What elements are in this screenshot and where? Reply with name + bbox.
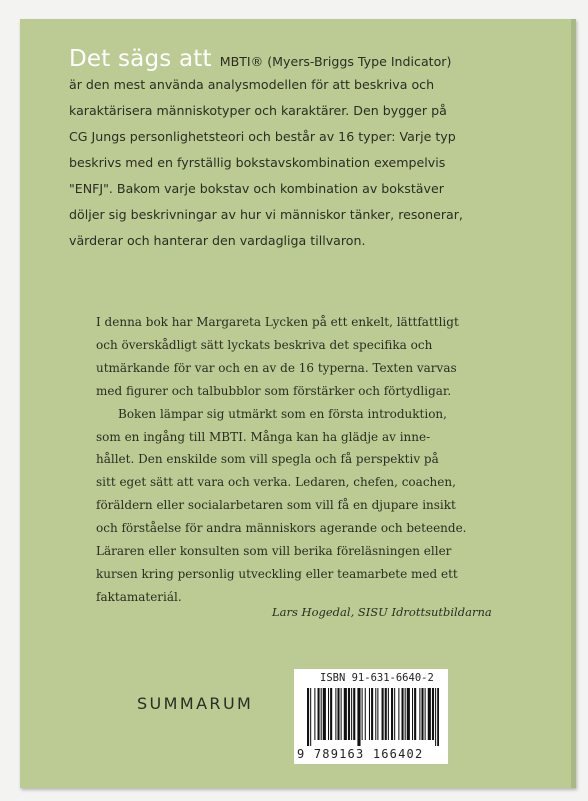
review-line: Boken lämpar sig utmärkt som en första introduktion, bbox=[118, 406, 447, 421]
publisher-logo: SUMMARUM bbox=[137, 694, 254, 713]
barcode-bar bbox=[314, 688, 315, 740]
barcode-bar bbox=[375, 688, 376, 740]
barcode-bar bbox=[414, 688, 416, 740]
barcode-bar bbox=[405, 688, 406, 740]
review-line: kursen kring personlig utveckling eller teamarbete med ett bbox=[96, 566, 458, 581]
barcode-bar bbox=[371, 688, 373, 740]
review-line: I denna bok har Margareta Lycken på ett enkelt, lättfattligt bbox=[96, 315, 459, 329]
barcode-bar bbox=[382, 688, 384, 740]
barcode-bar bbox=[307, 688, 309, 746]
barcode-bar bbox=[435, 688, 436, 746]
barcode-bar bbox=[341, 688, 342, 740]
intro-line: MBTI® (Myers-Briggs Type Indicator) bbox=[219, 54, 452, 69]
intro-line: beskrivs med en fyrställig bokstavskombination exempelvis bbox=[69, 155, 446, 170]
barcode-bar bbox=[437, 688, 439, 746]
barcode-bar bbox=[310, 688, 311, 746]
barcode-bar bbox=[335, 688, 336, 740]
intro-line: döljer sig beskrivningar av hur vi människor tänker, resonerar, bbox=[69, 207, 463, 222]
barcode-bar bbox=[362, 688, 363, 740]
isbn-label: ISBN 91-631-6640-2 bbox=[320, 672, 434, 684]
intro-line: CG Jungs personlighetsteori och består av 16 typer: Varje typ bbox=[69, 129, 456, 144]
intro-first-line bbox=[69, 46, 489, 75]
barcode-bar bbox=[407, 688, 410, 740]
barcode-bar bbox=[328, 688, 329, 740]
intro-line: "ENFJ". Bakom varje bokstav och kombination av bokstäver bbox=[69, 181, 444, 196]
barcode-bar bbox=[323, 688, 326, 740]
intro-line: värderar och hanterar den vardagliga tillvaron. bbox=[69, 233, 366, 248]
barcode-bar bbox=[394, 688, 395, 740]
barcode-bar bbox=[412, 688, 413, 740]
barcode-bar bbox=[377, 688, 378, 740]
review-signature: Lars Hogedal, SISU Idrottsutbildarna bbox=[272, 605, 492, 619]
review-line: utmärkande för var och en av de 16 typerna. Texten varvas bbox=[96, 360, 457, 375]
barcode-bar bbox=[421, 688, 423, 740]
review-line: med figurer och talbubblor som förstärker och förtydligar. bbox=[96, 383, 452, 398]
review-line: och förståelse för andra människors agerande och beteende. bbox=[96, 521, 467, 536]
barcode-bar bbox=[365, 688, 366, 740]
review-line: faktamateriál. bbox=[96, 589, 182, 604]
review-line: och överskådligt sätt lyckats beskriva det specifika och bbox=[96, 337, 433, 352]
barcode-bar bbox=[425, 688, 426, 740]
barcode-bar bbox=[369, 688, 370, 740]
review-quote bbox=[96, 311, 476, 609]
barcode-bar bbox=[402, 688, 404, 740]
barcode-bar bbox=[351, 688, 352, 740]
barcode-bars bbox=[307, 688, 439, 746]
review-line: som en ingång till MBTI. Många kan ha glädje av inne- bbox=[96, 429, 431, 444]
barcode-bar bbox=[353, 688, 355, 740]
intro-paragraph bbox=[69, 46, 489, 254]
barcode-digits: 9 789163 166402 bbox=[297, 747, 424, 761]
barcode-bar bbox=[321, 688, 322, 740]
review-line: sitt eget sätt att vara och verka. Ledaren, chefen, coachen, bbox=[96, 475, 456, 490]
barcode-bar bbox=[318, 688, 320, 740]
review-line: Läraren eller konsulten som vill berika föreläsningen eller bbox=[96, 544, 452, 559]
barcode-bar bbox=[398, 688, 399, 740]
barcode-bar bbox=[337, 688, 339, 740]
intro-line: karaktärisera människotyper och karaktärer. Den bygger på bbox=[69, 103, 447, 118]
intro-lead: Det sägs att bbox=[69, 46, 212, 72]
barcode-bar bbox=[330, 688, 332, 740]
barcode-bar bbox=[344, 688, 347, 740]
barcode-bar bbox=[428, 688, 431, 740]
review-line: hållet. Den enskilde som vill spegla och få perspektiv på bbox=[96, 452, 439, 467]
review-line: föräldern eller socialarbetaren som vill få en djupare insikt bbox=[96, 498, 456, 513]
barcode-bar bbox=[388, 688, 389, 740]
barcode-bar bbox=[348, 688, 350, 740]
barcode-bar bbox=[357, 688, 360, 746]
barcode-bar bbox=[385, 688, 387, 740]
barcode-bar bbox=[432, 688, 434, 740]
intro-line: är den mest använda analysmodellen för att beskriva och bbox=[69, 77, 435, 92]
barcode-bar bbox=[391, 688, 393, 740]
barcode-bar bbox=[419, 688, 420, 740]
